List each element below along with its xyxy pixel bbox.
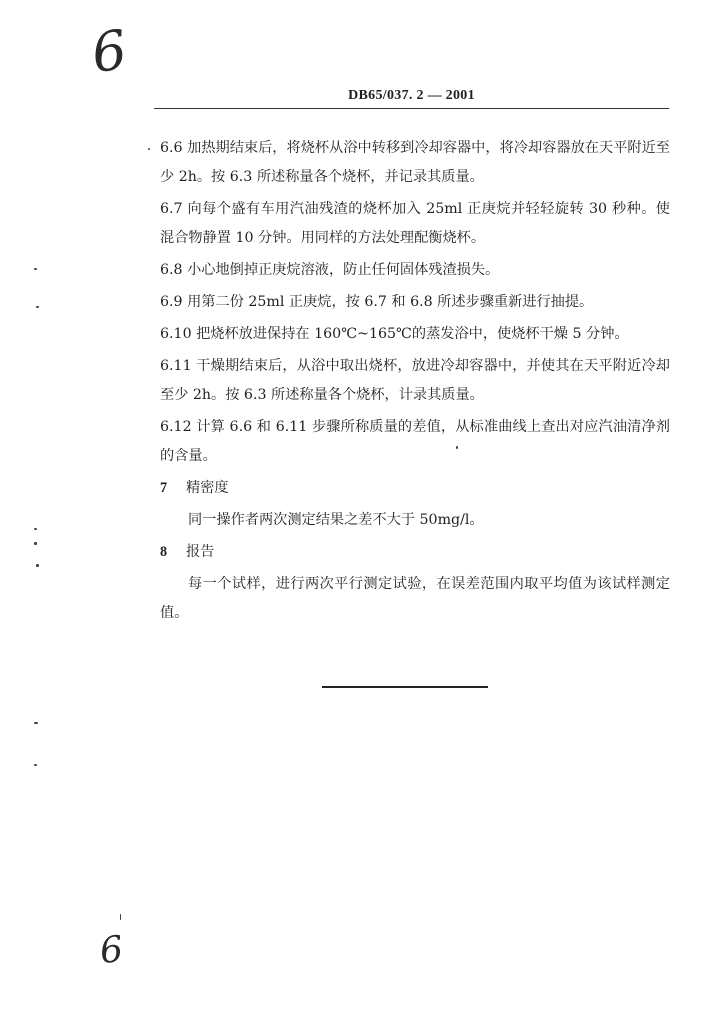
paragraph-6-9: 6.9 用第二份 25ml 正庚烷，按 6.7 和 6.8 所述步骤重新进行抽提。 — [160, 294, 594, 310]
paragraph-6-7: 6.7 向每个盛有车用汽油残渣的烧杯加入 25ml 正庚烷并轻轻旋转 30 秒种。使混合物静置 10 分钟。用同样的方法处理配衡烧杯。 — [160, 201, 670, 246]
scan-speck — [36, 306, 39, 308]
scan-speck — [34, 528, 37, 530]
scan-speck — [34, 764, 37, 766]
handwritten-page-mark-top: 6 — [87, 17, 131, 86]
scan-speck — [34, 268, 37, 270]
section-8-title: 报告 — [186, 544, 215, 560]
scan-speck — [36, 564, 39, 567]
paragraph-6-10: 6.10 把烧杯放进保持在 160℃~165℃的蒸发浴中，使烧杯干燥 5 分钟。 — [160, 326, 629, 342]
paragraph-6-11: 6.11 干燥期结束后，从浴中取出烧杯，放进冷却容器中，并使其在天平附近冷却至少 2h。按 6.3 所述称量各个烧杯，计录其质量。 — [160, 358, 670, 403]
header-rule — [154, 108, 669, 109]
section-8-number: 8 — [160, 544, 168, 560]
end-of-document-rule — [322, 686, 488, 688]
section-7-heading — [160, 474, 670, 503]
section-7-number: 7 — [160, 480, 168, 496]
paragraph-6-12: 6.12 计算 6.6 和 6.11 步骤所称质量的差值，从标准曲线上查出对应汽油清净剂的含量。 — [160, 419, 670, 464]
section-8-text: 每一个试样，进行两次平行测定试验，在误差范围内取平均值为该试样测定值。 — [160, 576, 670, 621]
section-7-title: 精密度 — [186, 480, 229, 496]
handwritten-page-mark-bottom: 6 — [97, 928, 125, 973]
paragraph-6-6: 6.6 加热期结束后，将烧杯从浴中转移到冷却容器中，将冷却容器放在天平附近至少 2h。按 6.3 所述称量各个烧杯，并记录其质量。 — [160, 140, 670, 185]
document-code-header: DB65/037. 2 — 2001 — [348, 88, 475, 103]
scan-speck — [34, 722, 38, 724]
scan-speck — [120, 914, 121, 920]
paragraph-6-8: 6.8 小心地倒掉正庚烷溶液，防止任何固体残渣损失。 — [160, 262, 500, 278]
scan-speck — [34, 542, 37, 545]
section-7-text: 同一操作者两次测定结果之差不大于 50mg/l。 — [188, 512, 484, 528]
scan-speck — [148, 148, 150, 150]
document-body — [160, 134, 670, 631]
section-8-heading — [160, 538, 670, 567]
scan-speck — [456, 446, 458, 449]
